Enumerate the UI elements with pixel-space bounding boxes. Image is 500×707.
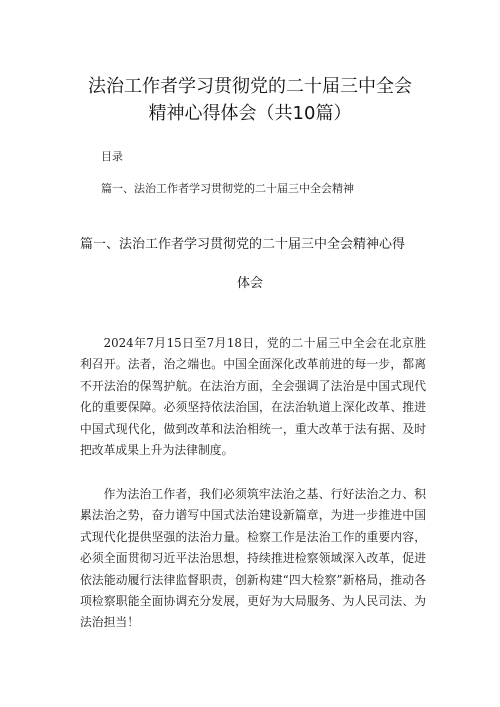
body-paragraph-2: 作为法治工作者，我们必须筑牢法治之基、行好法治之力、积累法治之势，奋力谱写中国式法治建设新篇章，为进一步推进中国式现代化提供坚强的法治力量。检察工作是法治工作的重要内容，必须全面贯彻习近平法治思想，持续推进检察领域深入改革，促进依法能动履行法律监督职责，创新构建“四大检察”新格局，推动各项检察职能全面协调充分发展，更好为大局服务、为人民司法、为法治担当！ [80,487,426,630]
section-heading-continuation: 体会 [236,276,263,291]
section-heading: 篇一、法治工作者学习贯彻党的二十届三中全会精神心得 [80,237,406,252]
toc-item-1[interactable]: 篇一、法治工作者学习贯彻党的二十届三中全会精神 [101,182,354,195]
document-title-line-2: 精神心得体会（共10篇） [148,103,352,124]
toc-label: 目录 [101,150,123,163]
body-paragraph-1: 2024年7月15日至7月18日，党的二十届三中全会在北京胜利召开。法者，治之端也。中国全面深化改革前进的每一步，都离不开法治的保驾护航。在法治方面，全会强调了法治是中国式现代化的重要保障。必须坚持依法治国，在法治轨道上深化改革、推进中国式现代化，做到改革和法治相统一，重大改革于法有据、及时把改革成果上升为法律制度。 [80,336,426,458]
document-title-line-1: 法治工作者学习贯彻党的二十届三中全会 [88,76,412,97]
